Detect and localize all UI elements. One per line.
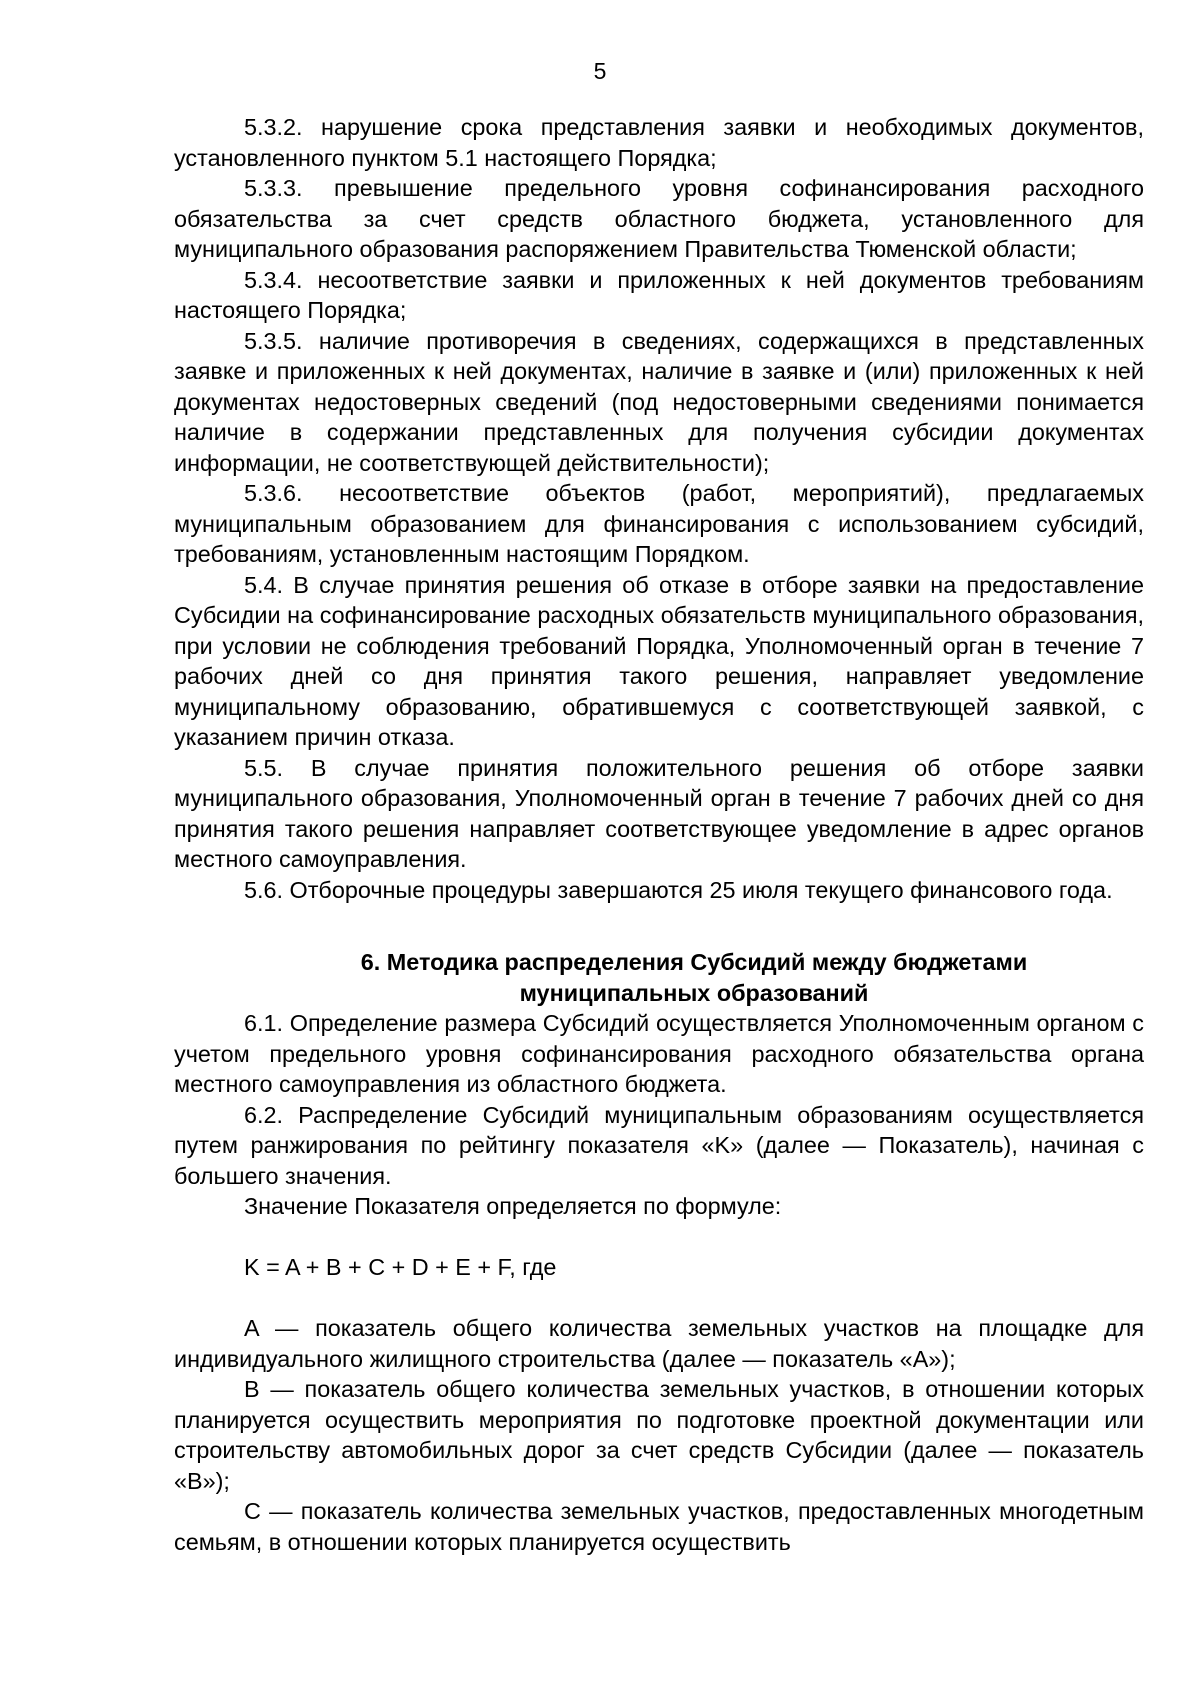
section-6-heading-line2: муниципальных образований xyxy=(519,979,869,1006)
definition-b: B — показатель общего количества земельных участков, в отношении которых планируется осуществить мероприятия по подготовке проектной документации или строительству автомобильных дорог за счет средств Субсидии (далее — показатель «B»); xyxy=(174,1376,1144,1494)
spacer xyxy=(174,1222,1144,1253)
definition-a: A — показатель общего количества земельных участков на площадке для индивидуального жилищного строительства (далее — показатель «A»); xyxy=(174,1315,1144,1372)
section-6-heading-line1: 6. Методика распределения Субсидий между бюджетами xyxy=(360,949,1028,975)
spacer xyxy=(174,905,1144,947)
paragraph-6-2: 6.2. Распределение Субсидий муниципальным образованиям осуществляется путем ранжирования по рейтингу показателя «K» (далее — Показатель), начиная с большего значения. xyxy=(174,1101,1144,1189)
paragraph-5-3-2: 5.3.2. нарушение срока представления заявки и необходимых документов, установленного пунктом 5.1 настоящего Порядка; xyxy=(174,114,1144,171)
paragraph-5-3-5: 5.3.5. наличие противоречия в сведениях, содержащихся в представленных заявке и приложенных к ней документах, наличие в заявке и (или) приложенных к ней документах недостоверных сведений (под недостоверными сведениями понимается наличие в содержании представленных для получения субсидии документах информации, не соответствующей действительности); xyxy=(174,327,1144,476)
paragraph-5-6: 5.6. Отборочные процедуры завершаются 25 июля текущего финансового года. xyxy=(244,876,1113,903)
paragraph-5-3-6: 5.3.6. несоответствие объектов (работ, мероприятий), предлагаемых муниципальным образованием для финансирования с использованием субсидий, требованиям, установленным настоящим Порядком. xyxy=(174,480,1144,567)
spacer xyxy=(174,1283,1144,1314)
formula-intro: Значение Показателя определяется по формуле: xyxy=(244,1193,782,1219)
paragraph-5-3-4: 5.3.4. несоответствие заявки и приложенных к ней документов требованиям настоящего Порядка; xyxy=(174,266,1144,323)
paragraph-6-1: 6.1. Определение размера Субсидий осуществляется Уполномоченным органом с учетом предельного уровня софинансирования расходного обязательства органа местного самоуправления из областного бюджета. xyxy=(174,1010,1144,1097)
formula: K = A + B + C + D + E + F, где xyxy=(244,1254,557,1280)
paragraph-5-5: 5.5. В случае принятия положительного решения об отборе заявки муниципального образования, Уполномоченный орган в течение 7 рабочих дней со дня принятия такого решения направляет соответствующее уведомление в адрес органов местного самоуправления. xyxy=(174,754,1144,872)
paragraph-5-3-3: 5.3.3. превышение предельного уровня софинансирования расходного обязательства за счет средств областного бюджета, установленного для муниципального образования распоряжением Правительства Тюменской области; xyxy=(174,175,1144,262)
definition-c: C — показатель количества земельных участков, предоставленных многодетным семьям, в отношении которых планируется осуществить xyxy=(174,1498,1144,1555)
document-body xyxy=(174,112,1144,1557)
paragraph-5-4: 5.4. В случае принятия решения об отказе в отборе заявки на предоставление Субсидии на софинансирование расходных обязательств муниципального образования, при условии не соблюдения требований Порядка, Уполномоченный орган в течение 7 рабочих дней со дня принятия такого решения, направляет уведомление муниципальному образованию, обратившемуся с соответствующей заявкой, с указанием причин отказа. xyxy=(174,571,1144,750)
page-number: 5 xyxy=(593,58,607,84)
